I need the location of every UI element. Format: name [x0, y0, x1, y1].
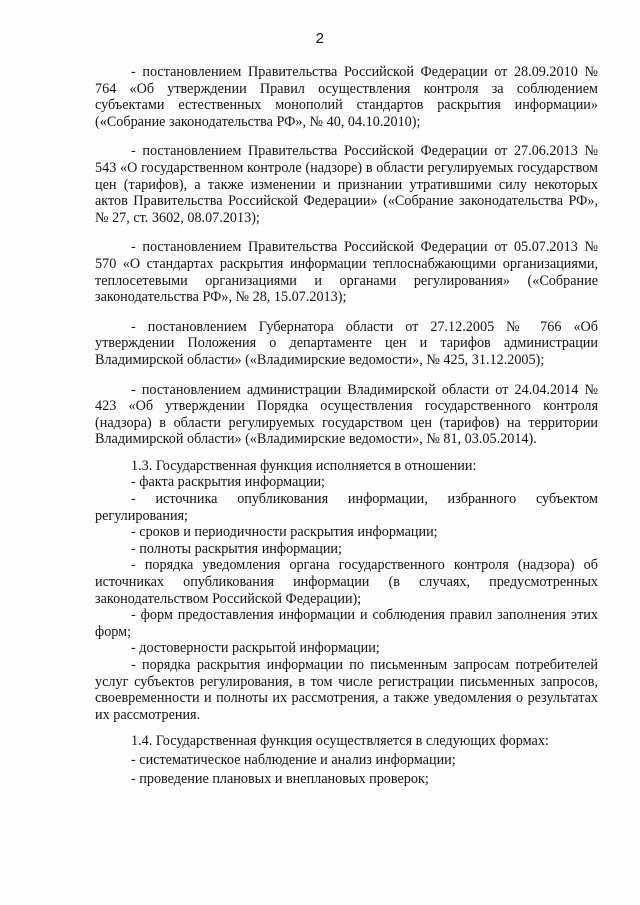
scope-item: - порядка уведомления органа государственного контроля (надзора) об источниках опубликования информации (в случаях, предусмотренных законодательством Российской Федерации); — [95, 557, 598, 607]
legal-basis-item: - постановлением Правительства Российской Федерации от 05.07.2013 № 570 «О стандартах раскрытия информации теплоснабжающими организациями, теплосетевыми организациями и органами регулирования» («Собрание законодательства РФ», № 28, 15.07.2013); — [95, 239, 598, 306]
scope-item: - форм предоставления информации и соблюдения правил заполнения этих форм; — [95, 607, 598, 640]
scope-item: - сроков и периодичности раскрытия информации; — [131, 524, 438, 541]
section-1-4-heading: 1.4. Государственная функция осуществляется в следующих формах: — [131, 733, 549, 750]
scope-item: - достоверности раскрытой информации; — [131, 640, 380, 657]
scope-item: - факта раскрытия информации; — [131, 474, 326, 491]
legal-basis-item: - постановлением Губернатора области от 27.12.2005 № 766 «Об утверждении Положения о департаменте цен и тарифов администрации Владимирской области» («Владимирские ведомости», № 425, 31.12.2005); — [95, 318, 598, 368]
scope-item: - источника опубликования информации, избранного субъектом регулирования; — [95, 491, 598, 524]
legal-basis-item: - постановлением Правительства Российской Федерации от 28.09.2010 № 764 «Об утверждении Правил осуществления контроля за соблюдением субъектами естественных монополий стандартов раскрытия информации» («Собрание законодательства РФ», № 40, 04.10.2010); — [95, 64, 598, 130]
section-1-3-heading: 1.3. Государственная функция исполняется в отношении: — [131, 457, 477, 474]
form-item: - проведение плановых и внеплановых проверок; — [131, 770, 429, 787]
form-item: - систематическое наблюдение и анализ информации; — [131, 751, 456, 768]
legal-basis-item: - постановлением Правительства Российской Федерации от 27.06.2013 № 543 «О государственном контроле (надзоре) в области регулируемых государством цен (тарифов), а также изменении и признании утратившими силу некоторых актов Правительства Российской Федерации» («Собрание законодательства РФ», № 27, ст. 3602, 08.07.2013); — [95, 143, 598, 226]
legal-basis-item: - постановлением администрации Владимирской области от 24.04.2014 № 423 «Об утверждении Порядка осуществления государственного контроля (надзора) в области регулируемых государством цен (тарифов) на территории Владимирской области» («Владимирские ведомости», № 81, 03.05.2014). — [95, 381, 598, 448]
page-number: 2 — [315, 30, 325, 47]
document-body — [95, 64, 598, 787]
scope-item: - полноты раскрытия информации; — [131, 540, 342, 557]
scope-item: - порядка раскрытия информации по письменным запросам потребителей услуг субъектов регулирования, в том числе регистрации письменных запросов, своевременности и полноты их рассмотрения, а также уведомления о результатах их рассмотрения. — [95, 657, 598, 723]
